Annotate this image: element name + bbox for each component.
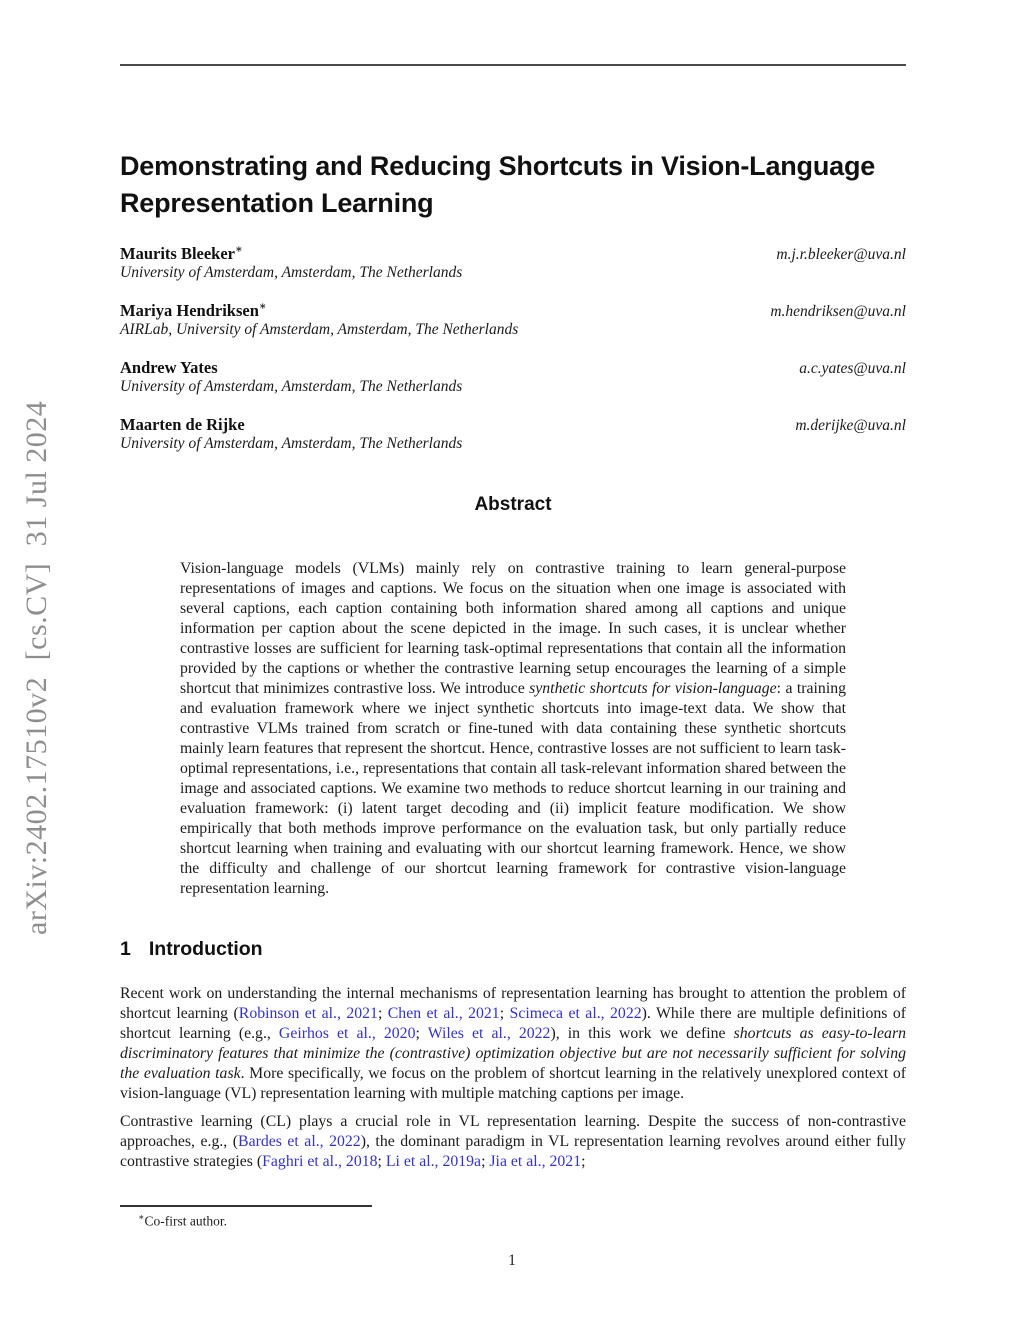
- author-info: [120, 358, 462, 396]
- author-name: [120, 358, 462, 377]
- author-name: [120, 301, 518, 320]
- author-email: m.hendriksen@uva.nl: [770, 303, 906, 320]
- authors-block: [120, 244, 906, 472]
- citation-link[interactable]: Faghri et al., 2018: [262, 1153, 378, 1170]
- arxiv-category: [cs.CV]: [20, 562, 53, 661]
- footnote-rule: [120, 1205, 372, 1207]
- author-name-text: Andrew Yates: [120, 358, 218, 377]
- citation-link[interactable]: Chen et al., 2021: [387, 1005, 500, 1022]
- citation-link[interactable]: Robinson et al., 2021: [238, 1005, 378, 1022]
- section-title: Introduction: [148, 938, 263, 960]
- author-info: [120, 415, 462, 453]
- introduction-section: [120, 938, 906, 1172]
- citation-link[interactable]: Scimeca et al., 2022: [509, 1005, 642, 1022]
- page-number: 1: [508, 1252, 516, 1269]
- body-text: ;: [415, 1025, 428, 1042]
- body-text: Recent work on understanding the internal mechanisms of representation learning has brought to attention the problem of shortcut learning (: [120, 985, 906, 1022]
- author-name-text: Mariya Hendriksen: [120, 301, 259, 320]
- abstract-heading: Abstract: [474, 494, 552, 515]
- section-heading: [120, 938, 906, 961]
- author-row: [120, 415, 906, 453]
- arxiv-date: 31 Jul 2024: [20, 400, 53, 547]
- emphasized-text: synthetic shortcuts for vision-language: [529, 679, 777, 697]
- body-text: ;: [481, 1153, 490, 1170]
- author-row: [120, 301, 906, 339]
- body-text: ), in this work we define: [550, 1025, 734, 1042]
- footnote-text: Co-first author.: [144, 1213, 227, 1229]
- citation-link[interactable]: Jia et al., 2021: [489, 1153, 582, 1170]
- footnote-marker: ∗: [138, 1213, 145, 1223]
- body-text: : a training and evaluation framework where we inject synthetic shortcuts into image-text data. We show that contrastive VLMs trained from scratch or fine-tuned with data containing these synthetic shortcuts mainly learn features that represent the shortcut. Hence, contrastive losses are not sufficient to learn task-optimal representations, i.e., representations that contain all task-relevant information shared between the image and associated captions. We examine two methods to reduce shortcut learning in our training and evaluation framework: (i) latent target decoding and (ii) implicit feature modification. We show empirically that both methods improve performance on the evaluation task, but only partially reduce shortcut learning when training and evaluating with our shortcut learning framework. Hence, we show the difficulty and challenge of our shortcut learning framework for contrastive vision-language representation learning.: [180, 679, 847, 897]
- intro-paragraph-2: [120, 1112, 906, 1172]
- citation-link[interactable]: Li et al., 2019a: [385, 1153, 482, 1170]
- author-affiliation: University of Amsterdam, Amsterdam, The Netherlands: [120, 435, 463, 452]
- citation-link[interactable]: Geirhos et al., 2020: [278, 1025, 416, 1042]
- citation-link[interactable]: Wiles et al., 2022: [427, 1025, 551, 1042]
- author-name-text: Maarten de Rijke: [120, 415, 245, 434]
- author-info: [120, 301, 518, 339]
- body-text: ). While there are multiple definitions of shortcut learning (e.g.,: [120, 1005, 906, 1042]
- arxiv-id: arXiv:2402.17510v2: [20, 676, 53, 935]
- page-title: Demonstrating and Reducing Shortcuts in Vision-Language Representation Learning: [120, 151, 876, 219]
- body-text: Vision-language models (VLMs) mainly rely on contrastive training to learn general-purpose representations of images and captions. We focus on the situation when one image is associated with several captions, each caption containing both information shared among all captions and unique information per caption about the scene depicted in the image. In such cases, it is unclear whether contrastive losses are sufficient for learning task-optimal representations that contain all the information provided by the captions or whether the contrastive learning setup encourages the learning of a simple shortcut that minimizes contrastive loss. We introduce: [180, 559, 846, 697]
- cofirst-author-marker: ∗: [258, 300, 267, 313]
- body-text: . More specifically, we focus on the problem of shortcut learning in the relatively unexplored context of vision-language (VL) representation learning with multiple matching captions per image.: [120, 1065, 907, 1102]
- emphasized-text: shortcuts as easy-to-learn discriminatory features that minimize the (contrastive) optimization objective but are not necessarily sufficient for solving the evaluation task: [120, 1025, 907, 1082]
- body-text: ;: [377, 1005, 388, 1022]
- author-row: [120, 358, 906, 396]
- author-affiliation: AIRLab, University of Amsterdam, Amsterdam, The Netherlands: [120, 321, 519, 338]
- body-text: ;: [581, 1153, 586, 1170]
- section-number: 1: [120, 938, 131, 960]
- abstract-text: [180, 559, 846, 899]
- author-email: a.c.yates@uva.nl: [799, 360, 906, 377]
- author-info: [120, 244, 462, 282]
- footnote: [120, 1210, 906, 1230]
- author-affiliation: University of Amsterdam, Amsterdam, The Netherlands: [120, 378, 463, 395]
- author-name: [120, 244, 462, 263]
- body-text: ;: [499, 1005, 510, 1022]
- author-name: [120, 415, 462, 434]
- cofirst-author-marker: ∗: [235, 243, 243, 256]
- author-email: m.derijke@uva.nl: [795, 417, 906, 434]
- author-email: m.j.r.bleeker@uva.nl: [776, 246, 906, 263]
- author-affiliation: University of Amsterdam, Amsterdam, The Netherlands: [120, 264, 463, 281]
- intro-paragraph-1: [120, 984, 906, 1104]
- author-row: [120, 244, 906, 282]
- arxiv-watermark: [20, 401, 54, 935]
- citation-link[interactable]: Bardes et al., 2022: [238, 1133, 361, 1150]
- body-text: ), the dominant paradigm in VL representation learning revolves around either fully contrastive strategies (: [120, 1133, 906, 1170]
- header-rule: [120, 64, 906, 66]
- author-name-text: Maurits Bleeker: [120, 244, 236, 263]
- body-text: Contrastive learning (CL) plays a crucial role in VL representation learning. Despite the success of non-contrastive approaches, e.g., (: [120, 1113, 906, 1150]
- body-text: ;: [377, 1153, 386, 1170]
